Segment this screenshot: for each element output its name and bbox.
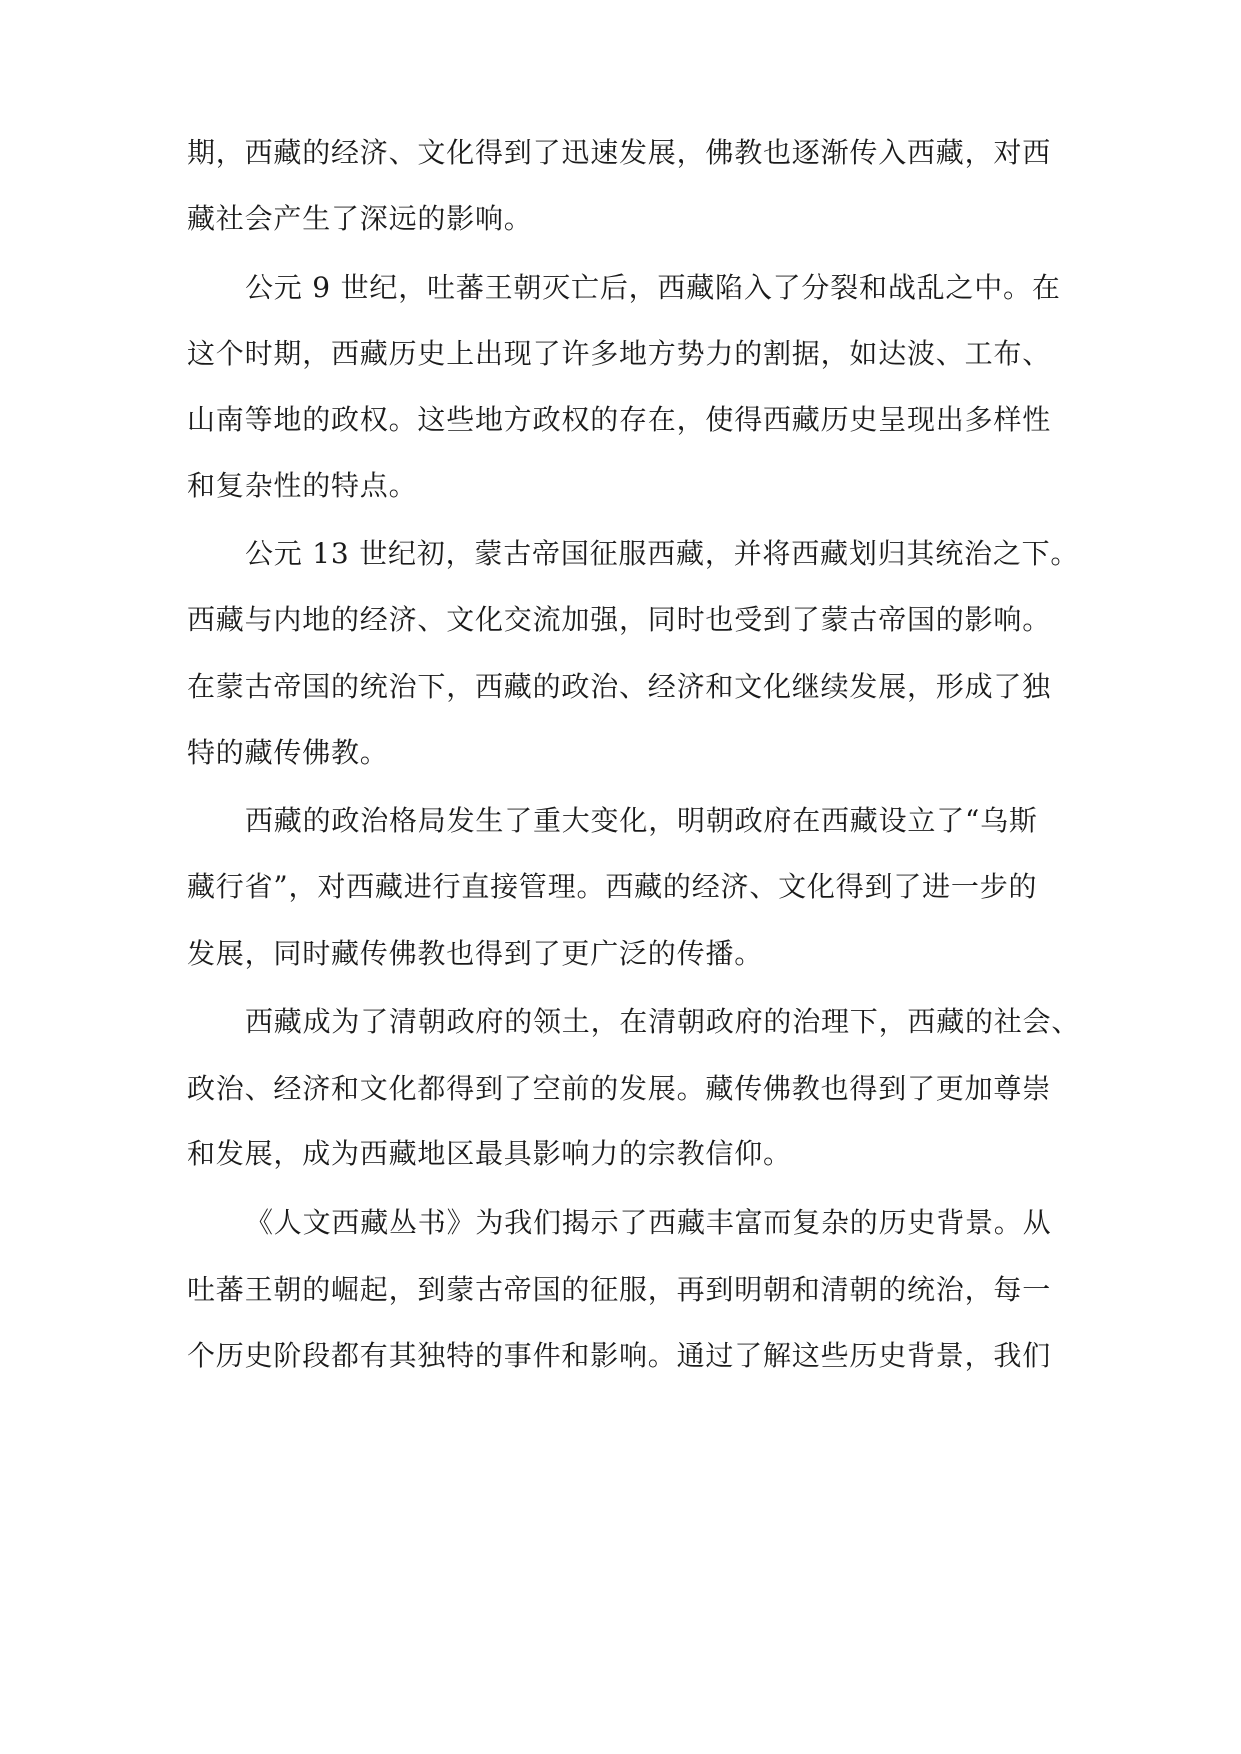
text-line: 山南等地的政权。这些地方政权的存在，使得西藏历史呈现出多样性 <box>187 403 1052 436</box>
text-line: 西藏与内地的经济、文化交流加强，同时也受到了蒙古帝国的影响。 <box>187 603 1052 636</box>
paragraph-first-line: 公元 13 世纪初，蒙古帝国征服西藏，并将西藏划归其统治之下。 <box>245 537 1080 570</box>
text-line: 藏社会产生了深远的影响。 <box>187 202 533 235</box>
text-line: 在蒙古帝国的统治下，西藏的政治、经济和文化继续发展，形成了独 <box>187 670 1052 703</box>
text-line: 发展，同时藏传佛教也得到了更广泛的传播。 <box>187 937 764 970</box>
text-line: 这个时期，西藏历史上出现了许多地方势力的割据，如达波、工布、 <box>187 337 1052 370</box>
text-line: 个历史阶段都有其独特的事件和影响。通过了解这些历史背景，我们 <box>187 1339 1052 1372</box>
text-line: 和发展，成为西藏地区最具影响力的宗教信仰。 <box>187 1137 792 1170</box>
paragraph-first-line: 西藏的政治格局发生了重大变化，明朝政府在西藏设立了“乌斯 <box>245 804 1038 837</box>
paragraph-first-line: 公元 9 世纪，吐蕃王朝灭亡后，西藏陷入了分裂和战乱之中。在 <box>245 271 1061 304</box>
paragraph-first-line: 西藏成为了清朝政府的领土，在清朝政府的治理下，西藏的社会、 <box>245 1005 1081 1038</box>
text-line: 特的藏传佛教。 <box>187 736 389 769</box>
text-line: 藏行省”，对西藏进行直接管理。西藏的经济、文化得到了进一步的 <box>187 870 1038 903</box>
text-line: 政治、经济和文化都得到了空前的发展。藏传佛教也得到了更加尊崇 <box>187 1072 1052 1105</box>
text-line: 吐蕃王朝的崛起，到蒙古帝国的征服，再到明朝和清朝的统治，每一 <box>187 1273 1052 1306</box>
text-line: 期，西藏的经济、文化得到了迅速发展，佛教也逐渐传入西藏，对西 <box>187 136 1052 169</box>
paragraph-first-line: 《人文西藏丛书》为我们揭示了西藏丰富而复杂的历史背景。从 <box>245 1206 1052 1239</box>
text-line: 和复杂性的特点。 <box>187 469 418 502</box>
